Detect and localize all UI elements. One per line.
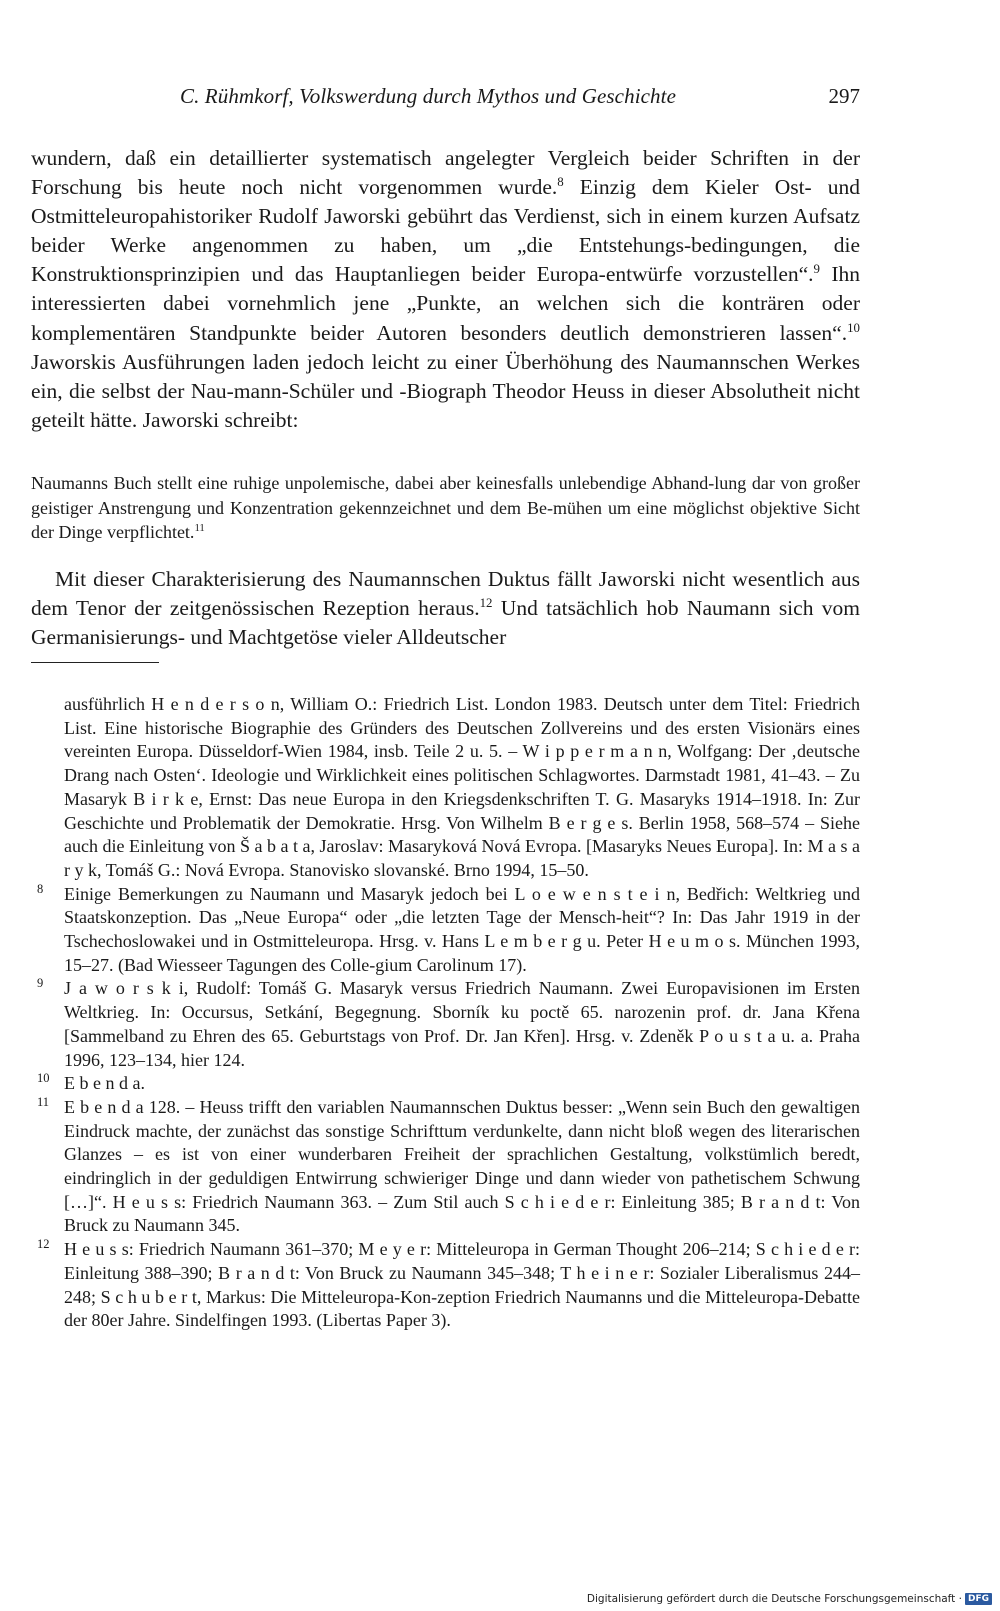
page-number: 297 (828, 84, 860, 108)
footnote-separator (31, 662, 159, 663)
footnote-text: H e u s s: Friedrich Naumann 361–370; M e y e r: Mitteleuropa in German Thought 206–214; S c h i e d e r: Einleitung 388–390; B r a n d t: Von Bruck zu Naumann 345–348; T h e i n e r: Sozialer Liberalismus 244–248; S c h u b e r t, Markus: Die Mitteleuropa-Kon-zeption Friedrich Naumanns und die Mitteleuropa-Debatte der 80er Jahre. Sindelfingen 1993. (Libertas Paper 3). (64, 1239, 860, 1331)
paragraph-2 (31, 565, 860, 652)
footnote-number: 11 (37, 1094, 50, 1109)
footnote-ref-8[interactable]: 8 (557, 174, 564, 189)
footnote-10 (31, 1072, 860, 1096)
footnote-number: 12 (37, 1237, 50, 1252)
footnote-text: E b e n d a. (64, 1073, 145, 1094)
footnote-number: 9 (37, 976, 44, 991)
running-header (180, 84, 860, 120)
footnote-ref-9[interactable]: 9 (813, 262, 820, 277)
body-text-continued (31, 565, 860, 652)
footnote-ref-10[interactable]: 10 (847, 320, 860, 335)
block-quote (31, 471, 860, 545)
digitization-credit (587, 1593, 992, 1605)
paragraph-2-part-b: Und tatsächlich hob Naumann sich vom Germanisierungs- und Machtgetöse vieler Alldeutscher (31, 596, 860, 650)
paragraph-1 (31, 144, 860, 435)
block-quote-text: Naumanns Buch stellt eine ruhige unpolemische, dabei aber keinesfalls unlebendige Abhand-lung dar von großer geistiger Anstrengung und Konzentration gekennzeichnet und dem Be-mühen um eine möglichst objektive Sicht der Dinge verpflichtet. (31, 473, 860, 543)
footnote-8 (31, 883, 860, 978)
paragraph-1-part-d: Jaworskis Ausführungen laden jedoch leicht zu einer Überhöhung des Naumannschen Werkes ein, die selbst der Nau-mann-Schüler und -Biograph Theodor Heuss in dieser Absolutheit nicht geteilt hätte. Jaworski schreibt: (31, 349, 860, 432)
footnote-text: J a w o r s k i, Rudolf: Tomáš G. Masaryk versus Friedrich Naumann. Zwei Europavisionen im Ersten Weltkrieg. In: Occursus, Setkání, Begegnung. Sborník ku poctě 65. narozenin prof. dr. Jana Křena [Sammelband zu Ehren des 65. Geburtstags von Prof. Dr. Jan Křen]. Hrsg. v. Zdeněk P o u s t a u. a. Praha 1996, 123–134, hier 124. (64, 978, 860, 1070)
footnote-11 (31, 1096, 860, 1238)
footnote-text: E b e n d a 128. – Heuss trifft den variablen Naumannschen Duktus besser: „Wenn sein Buch den gewaltigen Eindruck machte, der zunächst das sonstige Schrifttum verdunkelte, dann nicht bloß wegen des literarischen Glanzes – es ist von einer wunderbaren Freiheit der sprachlichen Gestaltung, volkstümlich beredt, eindringlich in der geduldigen Entwirrung schwieriger Dinge und dann wieder von pathetischem Schwung […]“. H e u s s: Friedrich Naumann 363. – Zum Stil auch S c h i e d e r: Einleitung 385; B r a n d t: Von Bruck zu Naumann 345. (64, 1096, 860, 1236)
body-text (31, 144, 860, 435)
paragraph-1-part-a: wundern, daß ein detaillierter systematisch angelegter Vergleich beider Schriften in der Forschung bis heute noch nicht vorgenommen wurde. (31, 146, 860, 200)
footnote-text: Einige Bemerkungen zu Naumann und Masaryk jedoch bei L o e w e n s t e i n, Bedřich: Weltkrieg und Staatskonzeption. Das „Neue Europa“ oder „die letzten Tage der Mensch-heit“? In: Das Jahr 1919 in der Tschechoslowakei und in Ostmitteleuropa. Hrsg. v. Hans L e m b e r g u. Peter H e u m o s. München 1993, 15–27. (Bad Wiesseer Tagungen des Colle-gium Carolinum 17). (64, 883, 860, 975)
paragraph-2-part-a: Mit dieser Charakterisierung des Naumannschen Duktus fällt Jaworski nicht wesentlich aus dem Tenor der zeitgenössischen Rezeption heraus. (31, 567, 860, 621)
credit-text: Digitalisierung gefördert durch die Deutsche Forschungsgemeinschaft · (586, 1593, 962, 1605)
footnote-ref-12[interactable]: 12 (479, 595, 493, 610)
footnote-continuation (31, 693, 860, 883)
footnote-ref-11[interactable]: 11 (194, 522, 205, 535)
running-title: C. Rühmkorf, Volkswerdung durch Mythos und Geschichte (180, 84, 677, 108)
dfg-logo-icon: DFG (965, 1593, 992, 1605)
footnote-9 (31, 977, 860, 1072)
paragraph-1-part-c: Ihn interessierten dabei vornehmlich jene „Punkte, an welchen sich die konträren oder komplementären Standpunkte beider Autoren besonders deutlich demonstrieren lassen“. (31, 262, 860, 345)
footnote-number: 10 (37, 1071, 50, 1086)
paragraph-1-part-b: Einzig dem Kieler Ost- und Ostmitteleuropahistoriker Rudolf Jaworski gebührt das Verdienst, sich in einem kurzen Aufsatz beider Werke angenommen zu haben, um „die Entstehungs-bedingungen, die Konstruktionsprinzipien und das Hauptanliegen beider Europa-entwürfe vorzustellen“. (31, 175, 860, 287)
footnotes (31, 693, 860, 1333)
footnote-number: 8 (37, 881, 44, 896)
footnote-12 (31, 1238, 860, 1333)
footnote-continuation-text: ausführlich H e n d e r s o n, William O.: Friedrich List. London 1983. Deutsch unter dem Titel: Friedrich List. Eine historische Biographie des Gründers des Deutschen Zollvereins und des ersten Visionärs eines vereinten Europa. Düsseldorf-Wien 1984, insb. Teile 2 u. 5. – W i p p e r m a n n, Wolfgang: Der ‚deutsche Drang nach Osten‘. Ideologie und Wirklichkeit eines politischen Schlagwortes. Darmstadt 1981, 41–43. – Zu Masaryk B i r k e, Ernst: Das neue Europa in den Kriegsdenkschriften T. G. Masaryks 1914–1918. In: Zur Geschichte und Problematik der Demokratie. Hrsg. Von Wilhelm B e r g e s. Berlin 1958, 568–574 – Siehe auch die Einleitung von Š a b a t a, Jaroslav: Masaryková Nová Evropa. [Masaryks Neues Europa]. In: M a s a r y k, Tomáš G.: Nová Evropa. Stanovisko slovanské. Brno 1994, 15–50. (64, 694, 860, 880)
